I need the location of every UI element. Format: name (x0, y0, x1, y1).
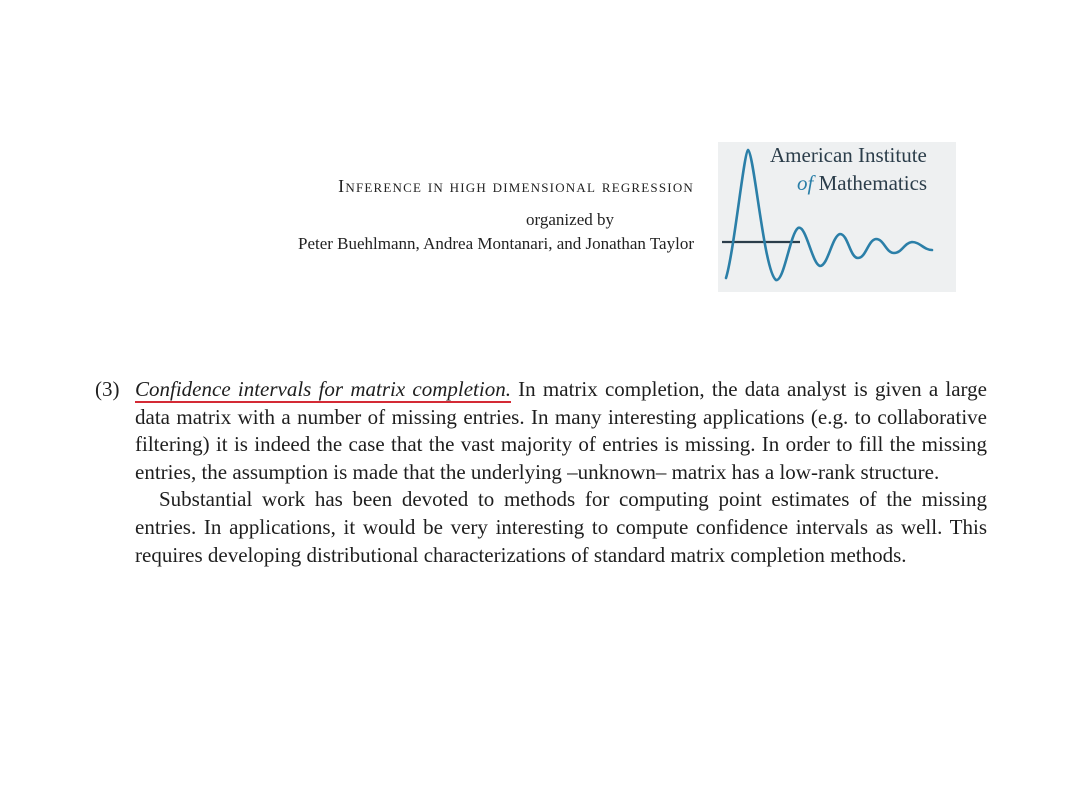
paragraph-2: Substantial work has been devoted to methods for computing point estimates of the missing entries. In applications, it would be very interesting to compute confidence intervals as well. This requires developing distributional characterizations of standard matrix completion methods. (135, 487, 987, 567)
aim-logo (718, 142, 956, 292)
damped-wave-icon (726, 150, 932, 280)
item-number: (3) (95, 377, 120, 401)
logo-text-mathematics: Mathematics (813, 171, 928, 195)
organized-by-label (294, 210, 694, 230)
item-body (135, 376, 987, 569)
logo-text-american-institute: American Institute (770, 143, 927, 167)
document-title: Inference in high dimensional regression (338, 176, 694, 196)
paragraph-1 (135, 376, 987, 486)
organizers-names: Peter Buehlmann, Andrea Montanari, and Jonathan Taylor (297, 234, 694, 253)
organized-by-text: organized by (526, 210, 614, 229)
item-heading: Confidence intervals for matrix completion. (135, 377, 511, 401)
paragraph-1-text: In matrix completion, the data analyst is given a large data matrix with a number of missing entries. In many interesting applications (e.g. to collaborative filtering) it is indeed the case that the vast majority of entries is missing. In order to fill the missing entries, the assumption is made that the underlying –unknown– matrix has a low-rank structure. (135, 377, 987, 484)
logo-text-of: of (797, 171, 814, 195)
item-section (95, 376, 987, 569)
logo-text-of-mathematics (797, 171, 927, 196)
document-header (0, 0, 1080, 300)
